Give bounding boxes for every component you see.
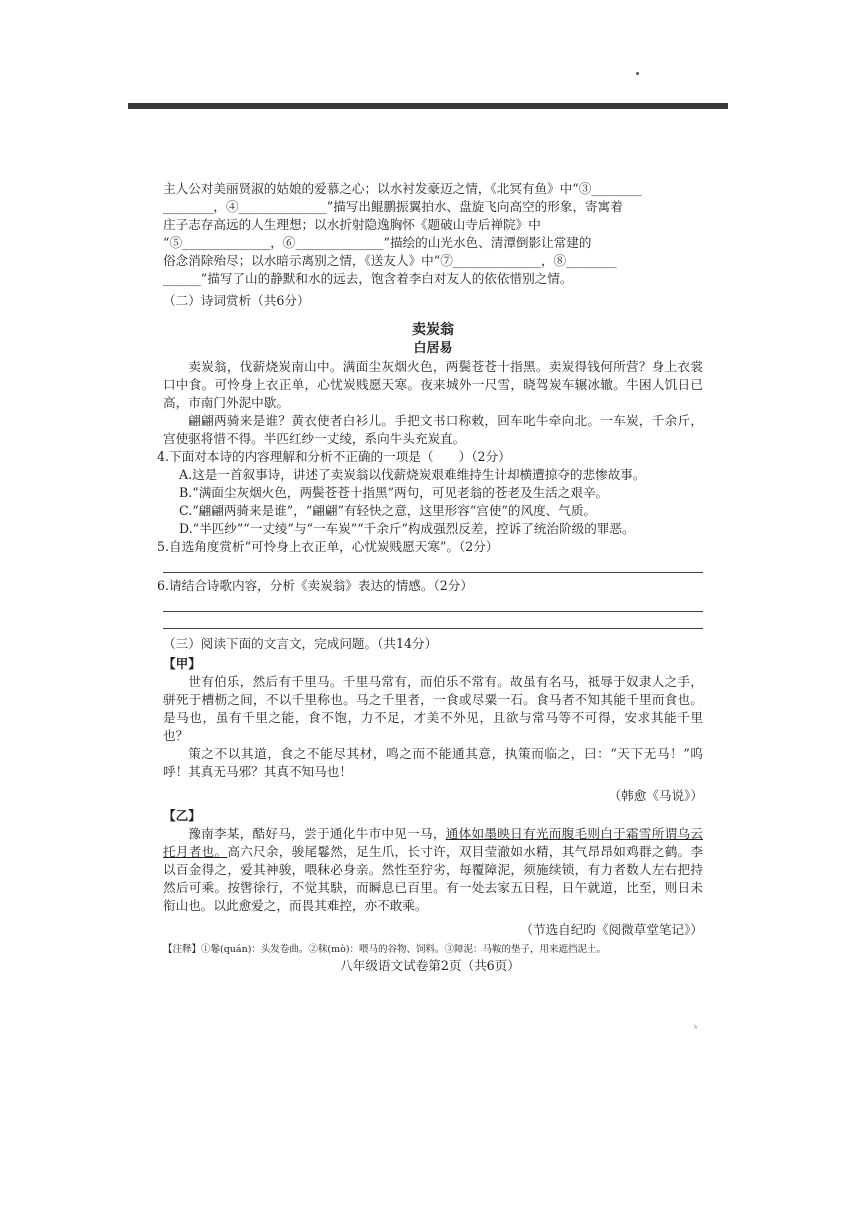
question-6-stem: 6.请结合诗歌内容，分析《卖炭翁》表达的情感。（2分） [157,578,473,593]
annotation-note: 【注释】①鬈(quán)：头发卷曲。②秣(mò)：喂马的谷物、饲料。③障泥：马鞍的垫子，用来遮挡泥土。 [163,944,607,955]
poem-stanza-1: 卖炭翁，伐薪烧炭南山中。满面尘灰烟火色，两鬓苍苍十指黑。卖炭得钱何所营？身上衣裳口中食。可怜身上衣正单，心忧炭贱愿天寒。夜来城外一尺雪，晓驾炭车辗冰辙。牛困人饥日已高，市南门外泥中歇。 [163,359,703,410]
intro-line: “⑤______________，⑥______________”描绘的山光水色、清潭倒影让常建的 [163,235,592,250]
page-top-rule [128,103,728,109]
intro-line: 俗念消除殆尽；以水暗示离别之情，《送友人》中“⑦______________，⑧________ [163,253,617,268]
poem-title: 卖炭翁 [412,322,454,338]
passage-yi-source: （节选自纪昀《阅微草堂笔记》） [520,922,703,937]
passage-yi-tag: 【乙】 [163,808,201,823]
passage-yi-text-after: 高六尺余，骏尾鬈然，足生爪，长寸许，双目莹澈如水精，其气昂昂如鸡群之鹤。李以百金得之，爱其神骏，喂秣必身亲。然性至狞劣，每覆障泥，须施续锁，有力者数人左右把持然后可乘。按辔徐行，不觉其駃，而瞬息已百里。有一处去家五日程，日午就道，比至，则日未衔山也。以此愈爱之，而畏其难控，亦不敢乘。 [163,844,704,913]
question-4-option-d: D.“半匹纱”“一丈绫”与“一车炭”“千余斤”构成强烈反差，控诉了统治阶级的罪恶。 [179,521,635,536]
question-4-stem: 4.下面对本诗的内容理解和分析不正确的一项是（ ）（2分） [157,449,511,464]
passage-jia-paragraph-1: 世有伯乐，然后有千里马。千里马常有，而伯乐不常有。故虽有名马，祗辱于奴隶人之手，骈死于槽枥之间，不以千里称也。马之千里者，一食或尽粟一石。食马者不知其能千里而食也。是马也，虽有千里之能，食不饱，力不足，才美不外见，且欲与常马等不可得，安求其能千里也？ [163,674,703,743]
question-5-stem: 5.自选角度赏析“可怜身上衣正单，心忧炭贱愿天寒”。（2分） [157,539,499,554]
section-2-heading: （二）诗词赏析（共6分） [163,293,310,308]
exam-page-content [157,180,704,957]
page-footer: 八年级语文试卷第2页（共6页） [340,958,520,973]
ink-smudge: ゝ [690,1022,700,1033]
passage-yi-underlined-sentence: 通体如墨映日有光而腹毛则白于霜雪所谓乌云托月者也。 [163,826,704,859]
speck [636,72,639,75]
question-4-option-a: A.这是一首叙事诗，讲述了卖炭翁以伐薪烧炭艰难维持生计却横遭掠夺的悲惨故事。 [179,467,646,482]
answer-line [163,558,703,573]
intro-line: 庄子志存高远的人生理想；以水折射隐逸胸怀《题破山寺后禅院》中 [163,217,541,232]
question-4-option-b: B.“满面尘灰烟火色，两鬓苍苍十指黑”两句，可见老翁的苍老及生活之艰辛。 [179,485,609,500]
poem-stanza-2: 翩翩两骑来是谁？黄衣使者白衫儿。手把文书口称敕，回车叱牛牵向北。一车炭，千余斤，宫使驱将惜不得。半匹红纱一丈绫，系向牛头充炭直。 [163,413,703,446]
passage-yi-paragraph [163,825,703,915]
passage-jia-paragraph-2: 策之不以其道，食之不能尽其材，鸣之而不能通其意，执策而临之，曰：“天下无马！”呜呼！其真无马邪？其真不知马也！ [163,746,703,779]
poem-author: 白居易 [413,341,453,356]
answer-line [163,597,703,612]
intro-line: ________，④______________”描写出鲲鹏振翼拍水、盘旋飞向高空的形象，寄寓着 [163,199,623,214]
passage-yi-text-before: 豫南李某，酷好马，尝于通化牛市中见一马， [188,826,446,841]
intro-fill-in-paragraph [163,180,703,288]
passage-jia-tag: 【甲】 [163,656,201,671]
intro-line: 主人公对美丽贤淑的姑娘的爱慕之心；以水衬发豪迈之情，《北冥有鱼》中“③________ [163,181,642,196]
section-3-heading: （三）阅读下面的文言文，完成问题。（共14分） [163,636,438,651]
intro-line: ______”描写了山的静默和水的远去，饱含着李白对友人的依依惜别之情。 [163,271,573,286]
passage-jia-source: （韩愈《马说》） [608,788,703,803]
answer-line [163,614,703,629]
question-4-option-c: C.“翩翩两骑来是谁”，“翩翩”有轻快之意，这里形容“宫使”的风度、气质。 [179,503,597,518]
